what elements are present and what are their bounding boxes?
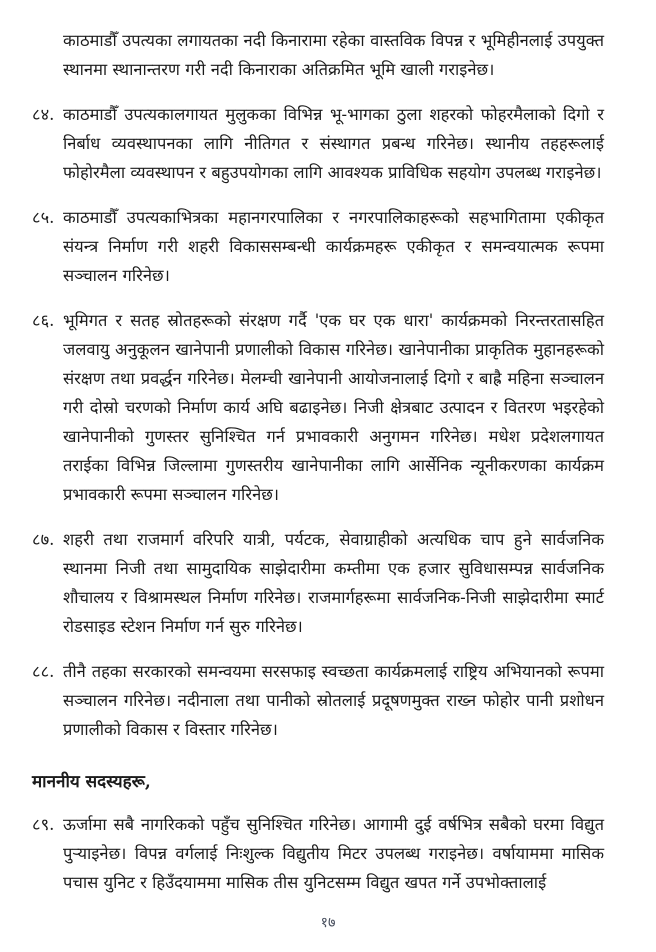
section-heading-honorable-members: माननीय सदस्यहरू, xyxy=(32,772,151,792)
paragraph-number: ८८. xyxy=(32,662,55,681)
paragraph-text: तीनै तहका सरकारको समन्वयमा सरसफाइ स्वच्छता कार्यक्रमलाई राष्ट्रिय अभियानको रूपमा सञ्चालन गरिनेछ। नदीनाला तथा पानीको स्रोतलाई प्रदूषणमुक्त राख्न फोहोर पानी प्रशोधन प्रणालीको विकास र विस्तार गरिनेछ। xyxy=(63,662,604,739)
paragraph-number: ८६. xyxy=(32,311,55,330)
paragraph-text: काठमाडौँ उपत्यका लगायतका नदी किनारामा रहेका वास्तविक विपन्न र भूमिहीनलाई उपयुक्त स्थानमा स्थानान्तरण गरी नदी किनाराका अतिक्रमित भूमि खाली गराइनेछ। xyxy=(63,31,604,79)
paragraph-87 xyxy=(32,525,604,641)
paragraph-number: ८७. xyxy=(32,530,55,549)
paragraph-text: शहरी तथा राजमार्ग वरिपरि यात्री, पर्यटक, सेवाग्राहीको अत्यधिक चाप हुने सार्वजनिक स्थानमा निजी तथा सामुदायिक साझेदारीमा कम्तीमा एक हजार सुविधासम्पन्न सार्वजनिक शौचालय र विश्रामस्थल निर्माण गरिनेछ। राजमार्गहरूमा सार्वजनिक-निजी साझेदारीमा स्मार्ट रोडसाइड स्टेशन निर्माण गर्न सुरु गरिनेछ। xyxy=(63,530,604,636)
paragraph-text: ऊर्जामा सबै नागरिकको पहुँच सुनिश्चित गरिनेछ। आगामी दुई वर्षभित्र सबैको घरमा विद्युत पुऱ्याइनेछ। विपन्न वर्गलाई निःशुल्क विद्युतीय मिटर उपलब्ध गराइनेछ। वर्षायाममा मासिक पचास युनिट र हिउँदयाममा मासिक तीस युनिटसम्म विद्युत खपत गर्ने उपभोक्तालाई xyxy=(63,815,604,892)
document-content xyxy=(32,26,604,913)
paragraph-84 xyxy=(32,100,604,187)
paragraph-88 xyxy=(32,657,604,744)
paragraph-85 xyxy=(32,203,604,290)
paragraph-number: ८५. xyxy=(32,208,55,227)
paragraph-text: काठमाडौँ उपत्यकाभित्रका महानगरपालिका र नगरपालिकाहरूको सहभागितामा एकीकृत संयन्त्र निर्माण गरी शहरी विकाससम्बन्धी कार्यक्रमहरू एकीकृत र समन्वयात्मक रूपमा सञ्चालन गरिनेछ। xyxy=(63,208,604,285)
paragraph-86 xyxy=(32,306,604,509)
paragraph-number xyxy=(32,26,63,84)
paragraph-number: ८९. xyxy=(32,815,55,834)
paragraph-89 xyxy=(32,810,604,897)
paragraph-text: काठमाडौँ उपत्यकालगायत मुलुकका विभिन्न भू-भागका ठुला शहरको फोहरमैलाको दिगो र निर्बाध व्यवस्थापनका लागि नीतिगत र संस्थागत प्रबन्ध गरिनेछ। स्थानीय तहहरूलाई फोहोरमैला व्यवस्थापन र बहुउपयोगका लागि आवश्यक प्राविधिक सहयोग उपलब्ध गराइनेछ। xyxy=(63,105,604,182)
page-number: १७ xyxy=(320,915,336,931)
paragraph-number: ८४. xyxy=(32,105,55,124)
paragraph-continuation xyxy=(32,26,604,84)
paragraph-text: भूमिगत र सतह स्रोतहरूको संरक्षण गर्दै 'एक घर एक धारा' कार्यक्रमको निरन्तरतासहित जलवायु अनुकूलन खानेपानी प्रणालीको विकास गरिनेछ। खानेपानीका प्राकृतिक मुहानहरूको संरक्षण तथा प्रवर्द्धन गरिनेछ। मेलम्ची खानेपानी आयोजनालाई दिगो र बाह्रै महिना सञ्चालन गरी दोस्रो चरणको निर्माण कार्य अघि बढाइनेछ। निजी क्षेत्रबाट उत्पादन र वितरण भइरहेको खानेपानीको गुणस्तर सुनिश्चित गर्न प्रभावकारी अनुगमन गरिनेछ। मधेश प्रदेशलगायत तराईका विभिन्न जिल्लामा गुणस्तरीय खानेपानीका लागि आर्सेनिक न्यूनीकरणका कार्यक्रम प्रभावकारी रूपमा सञ्चालन गरिनेछ। xyxy=(63,311,604,504)
